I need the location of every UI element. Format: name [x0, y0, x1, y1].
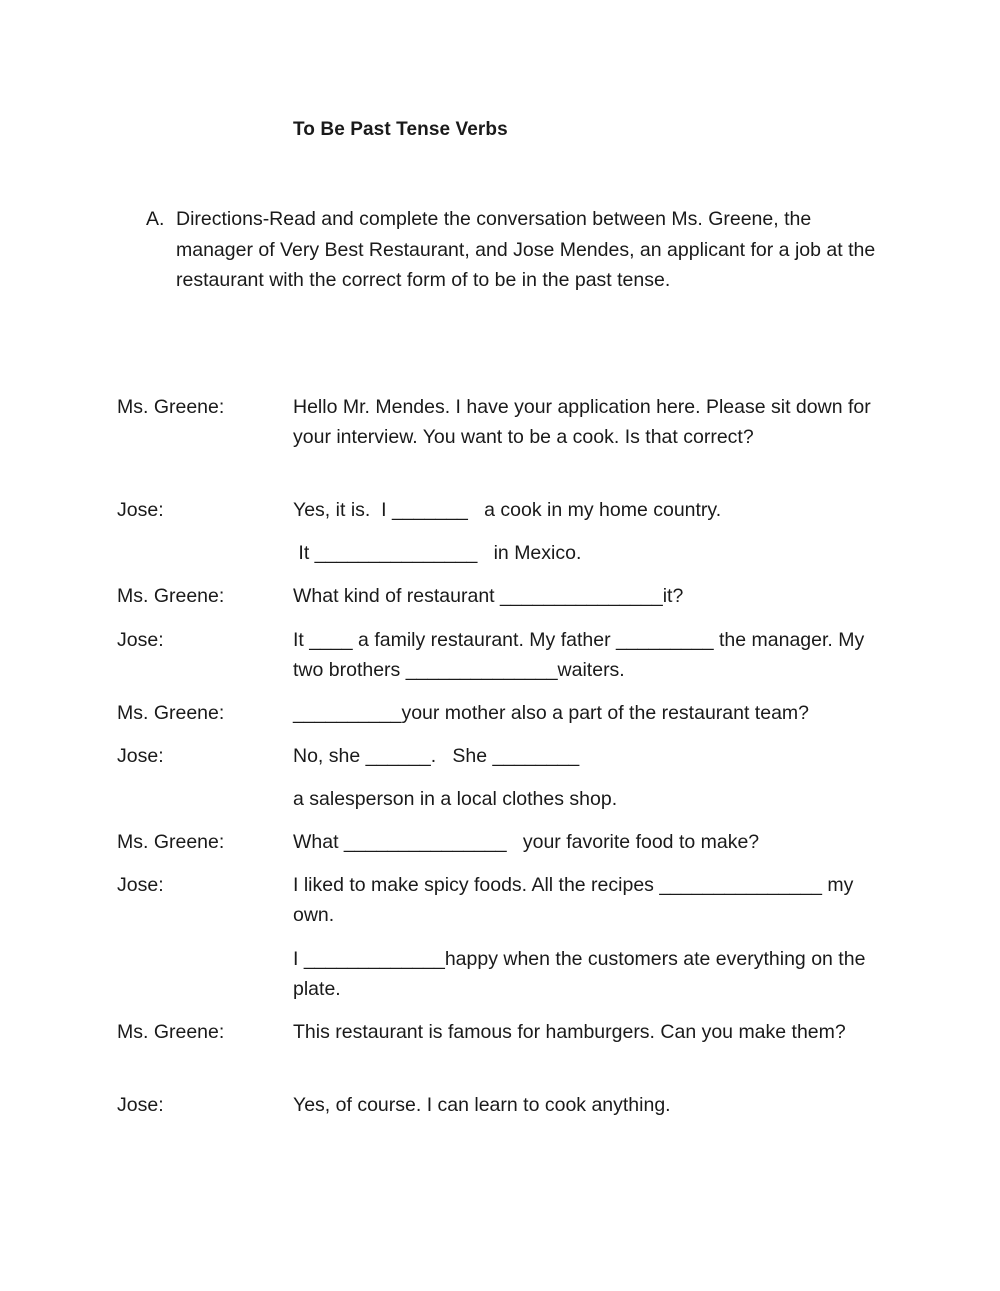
dialogue-line: a salesperson in a local clothes shop.	[293, 788, 618, 810]
speaker-label: Jose:	[117, 745, 164, 767]
directions-marker: A.	[146, 208, 165, 230]
speaker-label: Ms. Greene:	[117, 1021, 225, 1043]
dialogue-line: I _____________happy when the customers ate everything on the plate.	[293, 948, 866, 1000]
dialogue-line: I liked to make spicy foods. All the recipes _______________ my own.	[293, 874, 854, 926]
speaker-label: Ms. Greene:	[117, 702, 225, 724]
speaker-label: Jose:	[117, 499, 164, 521]
speaker-label: Jose:	[117, 1094, 164, 1116]
dialogue-line: It _______________ in Mexico.	[293, 542, 582, 564]
dialogue-line: Hello Mr. Mendes. I have your application here. Please sit down for your interview. You want to be a cook. Is that correct?	[293, 396, 871, 448]
dialogue-line: It ____ a family restaurant. My father _________ the manager. My two brothers ______________waiters.	[293, 629, 865, 681]
speaker-label: Ms. Greene:	[117, 831, 225, 853]
page-title: To Be Past Tense Verbs	[293, 119, 508, 140]
dialogue-line: Yes, of course. I can learn to cook anything.	[293, 1094, 671, 1116]
dialogue-line: What kind of restaurant _______________it?	[293, 585, 684, 607]
dialogue-line: This restaurant is famous for hamburgers. Can you make them?	[293, 1021, 846, 1043]
speaker-label: Ms. Greene:	[117, 585, 225, 607]
dialogue-line: What _______________ your favorite food to make?	[293, 831, 760, 853]
directions-block	[146, 204, 886, 296]
speaker-label: Jose:	[117, 629, 164, 651]
dialogue-line: No, she ______. She ________	[293, 745, 580, 767]
speaker-label: Ms. Greene:	[117, 396, 225, 418]
dialogue-line: __________your mother also a part of the restaurant team?	[293, 702, 809, 724]
directions-text: Directions-Read and complete the conversation between Ms. Greene, the manager of Very Best Restaurant, and Jose Mendes, an applicant for a job at the restaurant with the correct form of to be in the past tense.	[176, 208, 876, 291]
dialogue-line: Yes, it is. I _______ a cook in my home country.	[293, 499, 722, 521]
speaker-label: Jose:	[117, 874, 164, 896]
